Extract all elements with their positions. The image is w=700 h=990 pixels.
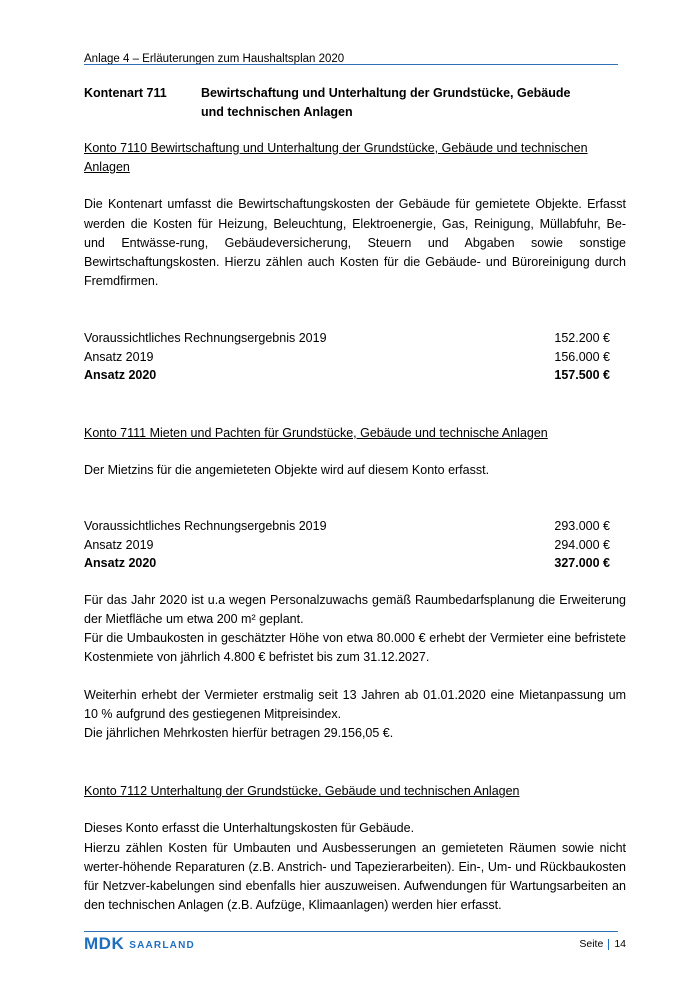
figure-value: 327.000 € (554, 556, 610, 571)
konto-7111-heading: Konto 7111 Mieten und Pachten für Grundstücke, Gebäude und technische Anlagen (84, 425, 548, 440)
logo-sub-text: SAARLAND (129, 940, 195, 951)
figure-label: Voraussichtliches Rechnungsergebnis 2019 (84, 519, 327, 534)
page-number (579, 938, 626, 950)
section-title-line-1: Bewirtschaftung und Unterhaltung der Grundstücke, Gebäude (201, 86, 571, 100)
figure-row (84, 517, 610, 536)
konto-7111-note-expansion: Für das Jahr 2020 ist u.a wegen Personalzuwachs gemäß Raumbedarfsplanung die Erweiterung der Mietfläche um etwa 200 m² geplant. (84, 592, 626, 627)
konto-7110-description: Die Kontenart umfasst die Bewirtschaftungskosten der Gebäude für gemietete Objekte. Erfasst werden die Kosten für Heizung, Beleuchtung, Elektroenergie, Gas, Reinigung, Müllabfuhr, Be- und Entwässe-rung, Gebäudeversicherung, Steuern und Abgaben sowie sonstige Bewirtschaftungskosten. Hierzu zählen auch Kosten für die Gebäude- und Büroreinigung durch Fremdfirmen. (84, 197, 626, 289)
konto-7111-description: Der Mietzins für die angemieteten Objekte wird auf diesem Konto erfasst. (84, 463, 490, 478)
konto-7111-note-conversion-costs: Für die Umbaukosten in geschätzter Höhe von etwa 80.000 € erhebt der Vermieter eine befristete Kostenmiete von jährlich 4.800 € befristet bis zum 31.12.2027. (84, 631, 626, 665)
figure-value: 152.200 € (554, 331, 610, 346)
konto-7112-description: Hierzu zählen Kosten für Umbauten und Ausbesserungen an gemieteten Räumen sowie nicht werter-höhende Reparaturen (z.B. Anstrich- und Tapezierarbeiten). Ein-, Um- und Rückbaukosten für Netzver-kabelungen sind ebenfalls hier auszuweisen. Aufwendungen für Wartungsarbeiten an den technischen Anlagen (z.B. Aufzüge, Klimaanlagen) werden hier erfasst. (84, 840, 626, 913)
figure-value: 156.000 € (554, 349, 610, 364)
figure-row (84, 329, 610, 348)
figure-value: 294.000 € (554, 537, 610, 552)
section-title (201, 84, 601, 122)
konto-7111-figures (84, 517, 626, 573)
page-label: Seite (579, 938, 604, 950)
figure-row-total (84, 554, 610, 573)
logo-main-text: MDK (84, 934, 125, 953)
page-number-value: 14 (614, 938, 626, 950)
figure-label: Ansatz 2020 (84, 556, 157, 571)
figure-label: Ansatz 2019 (84, 537, 154, 552)
konto-7112-heading: Konto 7112 Unterhaltung der Grundstücke, Gebäude und technischen Anlagen (84, 784, 520, 799)
header-divider (84, 64, 618, 65)
section-number: Kontenart 711 (84, 86, 167, 100)
figure-row-total (84, 366, 610, 385)
figure-label: Ansatz 2020 (84, 368, 157, 383)
konto-7110-figures (84, 329, 626, 385)
figure-label: Voraussichtliches Rechnungsergebnis 2019 (84, 331, 327, 346)
figure-label: Ansatz 2019 (84, 349, 154, 364)
document-body (84, 139, 626, 915)
konto-7110-heading: Konto 7110 Bewirtschaftung und Unterhaltung der Grundstücke, Gebäude und technischen Anlagen (84, 141, 588, 175)
konto-7112-intro: Dieses Konto erfasst die Unterhaltungskosten für Gebäude. (84, 821, 415, 836)
section-title-line-2: und technischen Anlagen (201, 105, 353, 119)
page-header: Anlage 4 – Erläuterungen zum Haushaltsplan 2020 (84, 53, 345, 65)
konto-7111-note-rent-adjustment: Weiterhin erhebt der Vermieter erstmalig seit 13 Jahren ab 01.01.2020 eine Mietanpassung um 10 % aufgrund des gestiegenen Mitpreisindex. (84, 687, 626, 721)
footer-divider (84, 931, 618, 932)
konto-7111-note-additional-costs: Die jährlichen Mehrkosten hierfür betragen 29.156,05 €. (84, 726, 394, 741)
figure-value: 293.000 € (554, 519, 610, 534)
page-separator (608, 939, 609, 950)
figure-row (84, 536, 610, 555)
figure-value: 157.500 € (554, 368, 610, 383)
figure-row (84, 348, 610, 367)
mdk-saarland-logo (84, 936, 195, 952)
